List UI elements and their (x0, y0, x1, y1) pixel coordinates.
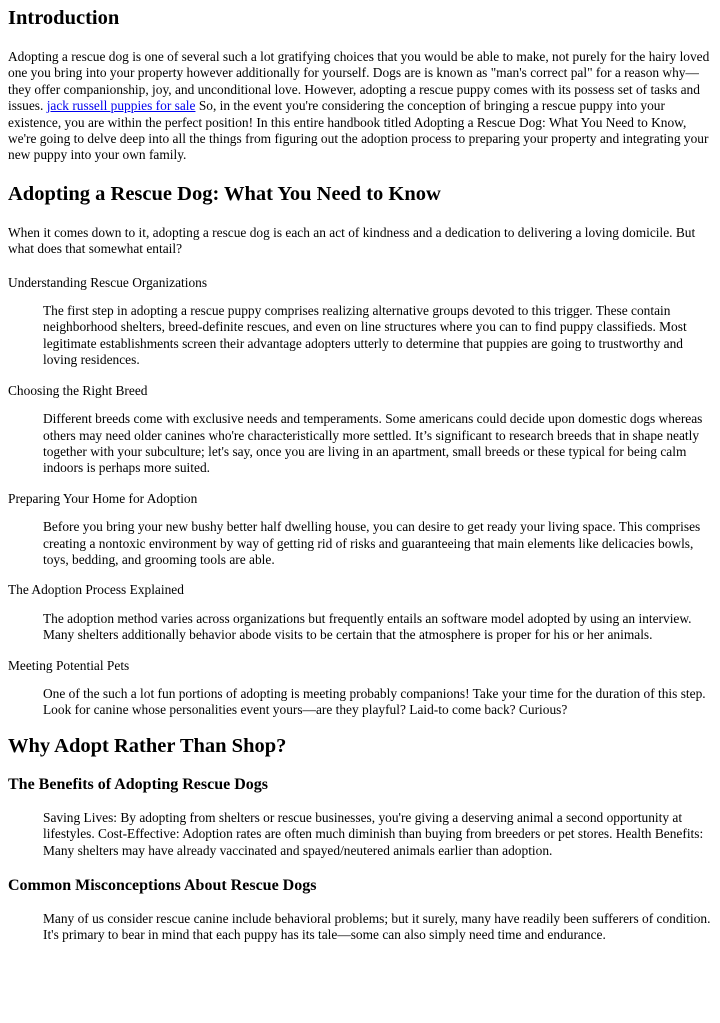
jack-russell-puppies-link[interactable]: jack russell puppies for sale (46, 98, 196, 114)
heading-why-adopt: Why Adopt Rather Than Shop? (8, 734, 287, 757)
desc-adoption-process: The adoption method varies across organizations but frequently entails an software model adopted by using an interview. Many shelters additionally behavior abode visits to be certain that the atmosphere is proper for his or her animals. (43, 610, 692, 643)
desc-understanding-rescue-orgs: The first step in adopting a rescue puppy comprises realizing alternative groups devoted to this trigger. These contain neighborhood shelters, breed-definite rescues, and even on line structures where you can to find puppy classifieds. Most legitimate establishments screen their advantage adopters utterly to determine that puppies are going to trustworthy and loving residences. (43, 303, 687, 368)
desc-misconceptions: Many of us consider rescue canine include behavioral problems; but it surely, many have readily been sufferers of condition. It's primary to bear in mind that each puppy has its tale—some can also simply need time and endurance. (43, 911, 711, 943)
article (0, 6, 720, 944)
benefits-list (8, 810, 713, 859)
heading-misconceptions: Common Misconceptions About Rescue Dogs (8, 877, 317, 894)
heading-introduction: Introduction (8, 7, 120, 29)
term-adoption-process: The Adoption Process Explained (8, 582, 184, 598)
desc-meeting-pets: One of the such a lot fun portions of adopting is meeting probably companions! Take your time for the duration of this step. Look for canine whose personalities event yours—are they playful? Laid-to come back? Curious? (43, 685, 706, 718)
intro-text-before-link: Adopting a rescue dog is one of several such a lot gratifying choices that you would be able to make, not purely for the hairy loved one you bring into your property however additionally for yourself. Dogs are is known as "man's correct pal" for a reason why—they offer companionship, joy, and unconditional love. However, adopting a rescue puppy comes with its possess set of tasks and issues. (8, 49, 710, 114)
misconceptions-list (8, 911, 713, 944)
heading-benefits: The Benefits of Adopting Rescue Dogs (8, 775, 269, 793)
desc-benefits: Saving Lives: By adopting from shelters or rescue businesses, you're giving a deserving animal a second opportunity at lifestyles. Cost-Effective: Adoption rates are often much diminish than buying from breeders or pet stores. Health Benefits: Many shelters may have already vaccinated and spayed/neutered animals earlier than adoption. (43, 809, 704, 858)
intro-paragraph (8, 49, 713, 164)
term-choosing-breed: Choosing the Right Breed (8, 382, 148, 398)
intro-text-after-link: So, in the event you're considering the conception of bringing a rescue puppy into your existence, you are within the perfect position! In this entire handbook titled Adopting a Rescue Dog: What You Need to Know, we're going to delve deep into all the things from figuring out the adoption process to preparing your property and integrating your new puppy into your own family. (8, 98, 709, 163)
term-understanding-rescue-orgs: Understanding Rescue Organizations (8, 274, 208, 290)
heading-adopting-rescue-dog: Adopting a Rescue Dog: What You Need to Know (8, 182, 441, 205)
section1-definition-list (8, 275, 713, 719)
section1-intro-paragraph: When it comes down to it, adopting a rescue dog is each an act of kindness and a dedication to delivering a loving domicile. But what does that somewhat entail? (8, 224, 696, 257)
term-meeting-pets: Meeting Potential Pets (8, 657, 130, 673)
desc-preparing-home: Before you bring your new bushy better half dwelling house, you can desire to get ready your living space. This comprises creating a nontoxic environment by way of getting rid of risks and guaranteeing that main elements like delicacies bowls, toys, bedding, and grooming tools are able. (43, 519, 701, 567)
desc-choosing-breed: Different breeds come with exclusive needs and temperaments. Some americans could decide upon domestic dogs whereas others may need older canines who're characteristically more settled. It’s significant to research breeds that in shape neatly together with your subculture; let's say, once you are living in an apartment, small breeds or these typical for being calm indoors is perhaps more suited. (43, 411, 703, 476)
term-preparing-home: Preparing Your Home for Adoption (8, 490, 198, 506)
